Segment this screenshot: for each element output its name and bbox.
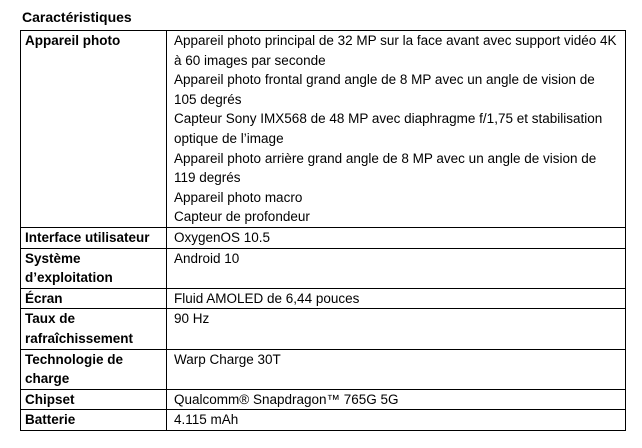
section-title: Caractéristiques	[22, 9, 132, 25]
row-label: Appareil photo	[21, 31, 167, 228]
row-label: Taux de rafraîchissement	[21, 309, 167, 349]
value-line: Qualcomm® Snapdragon™ 765G 5G	[174, 391, 399, 407]
value-line: Appareil photo macro	[174, 189, 303, 205]
row-value	[167, 248, 626, 288]
table-row	[21, 31, 626, 228]
value-line: 90 Hz	[174, 311, 210, 327]
table-row	[21, 248, 626, 288]
specifications-table	[20, 30, 626, 431]
row-label: Batterie	[21, 410, 167, 431]
table-row	[21, 309, 626, 349]
row-value	[167, 227, 626, 248]
value-line: OxygenOS 10.5	[174, 229, 271, 245]
row-label: Écran	[21, 288, 167, 309]
value-line: Appareil photo arrière grand angle de 8 MP avec un angle de vision de 119 degrés	[174, 150, 597, 186]
table-row	[21, 288, 626, 309]
value-line: Appareil photo principal de 32 MP sur la face avant avec support vidéo 4K à 60 images par seconde	[174, 33, 617, 68]
value-line: Android 10	[174, 250, 240, 266]
table-row	[21, 349, 626, 389]
row-value	[167, 309, 626, 349]
table-row	[21, 227, 626, 248]
table-row	[21, 410, 626, 431]
row-value	[167, 389, 626, 410]
value-line: Capteur Sony IMX568 de 48 MP avec diaphragme f/1,75 et stabilisation optique de l’image	[174, 111, 603, 146]
row-value	[167, 349, 626, 389]
value-line: Fluid AMOLED de 6,44 pouces	[174, 290, 360, 306]
table-row	[21, 389, 626, 410]
value-line: Warp Charge 30T	[174, 351, 281, 367]
row-label: Interface utilisateur	[21, 227, 167, 248]
row-value	[167, 288, 626, 309]
value-line: 4.115 mAh	[174, 412, 239, 428]
row-value	[167, 31, 626, 228]
row-value	[167, 410, 626, 431]
value-line: Appareil photo frontal grand angle de 8 MP avec un angle de vision de 105 degrés	[174, 72, 595, 107]
row-label: Système d’exploitation	[21, 248, 167, 288]
row-label: Chipset	[21, 389, 167, 410]
value-line: Capteur de profondeur	[174, 209, 310, 225]
row-label: Technologie de charge	[21, 349, 167, 389]
